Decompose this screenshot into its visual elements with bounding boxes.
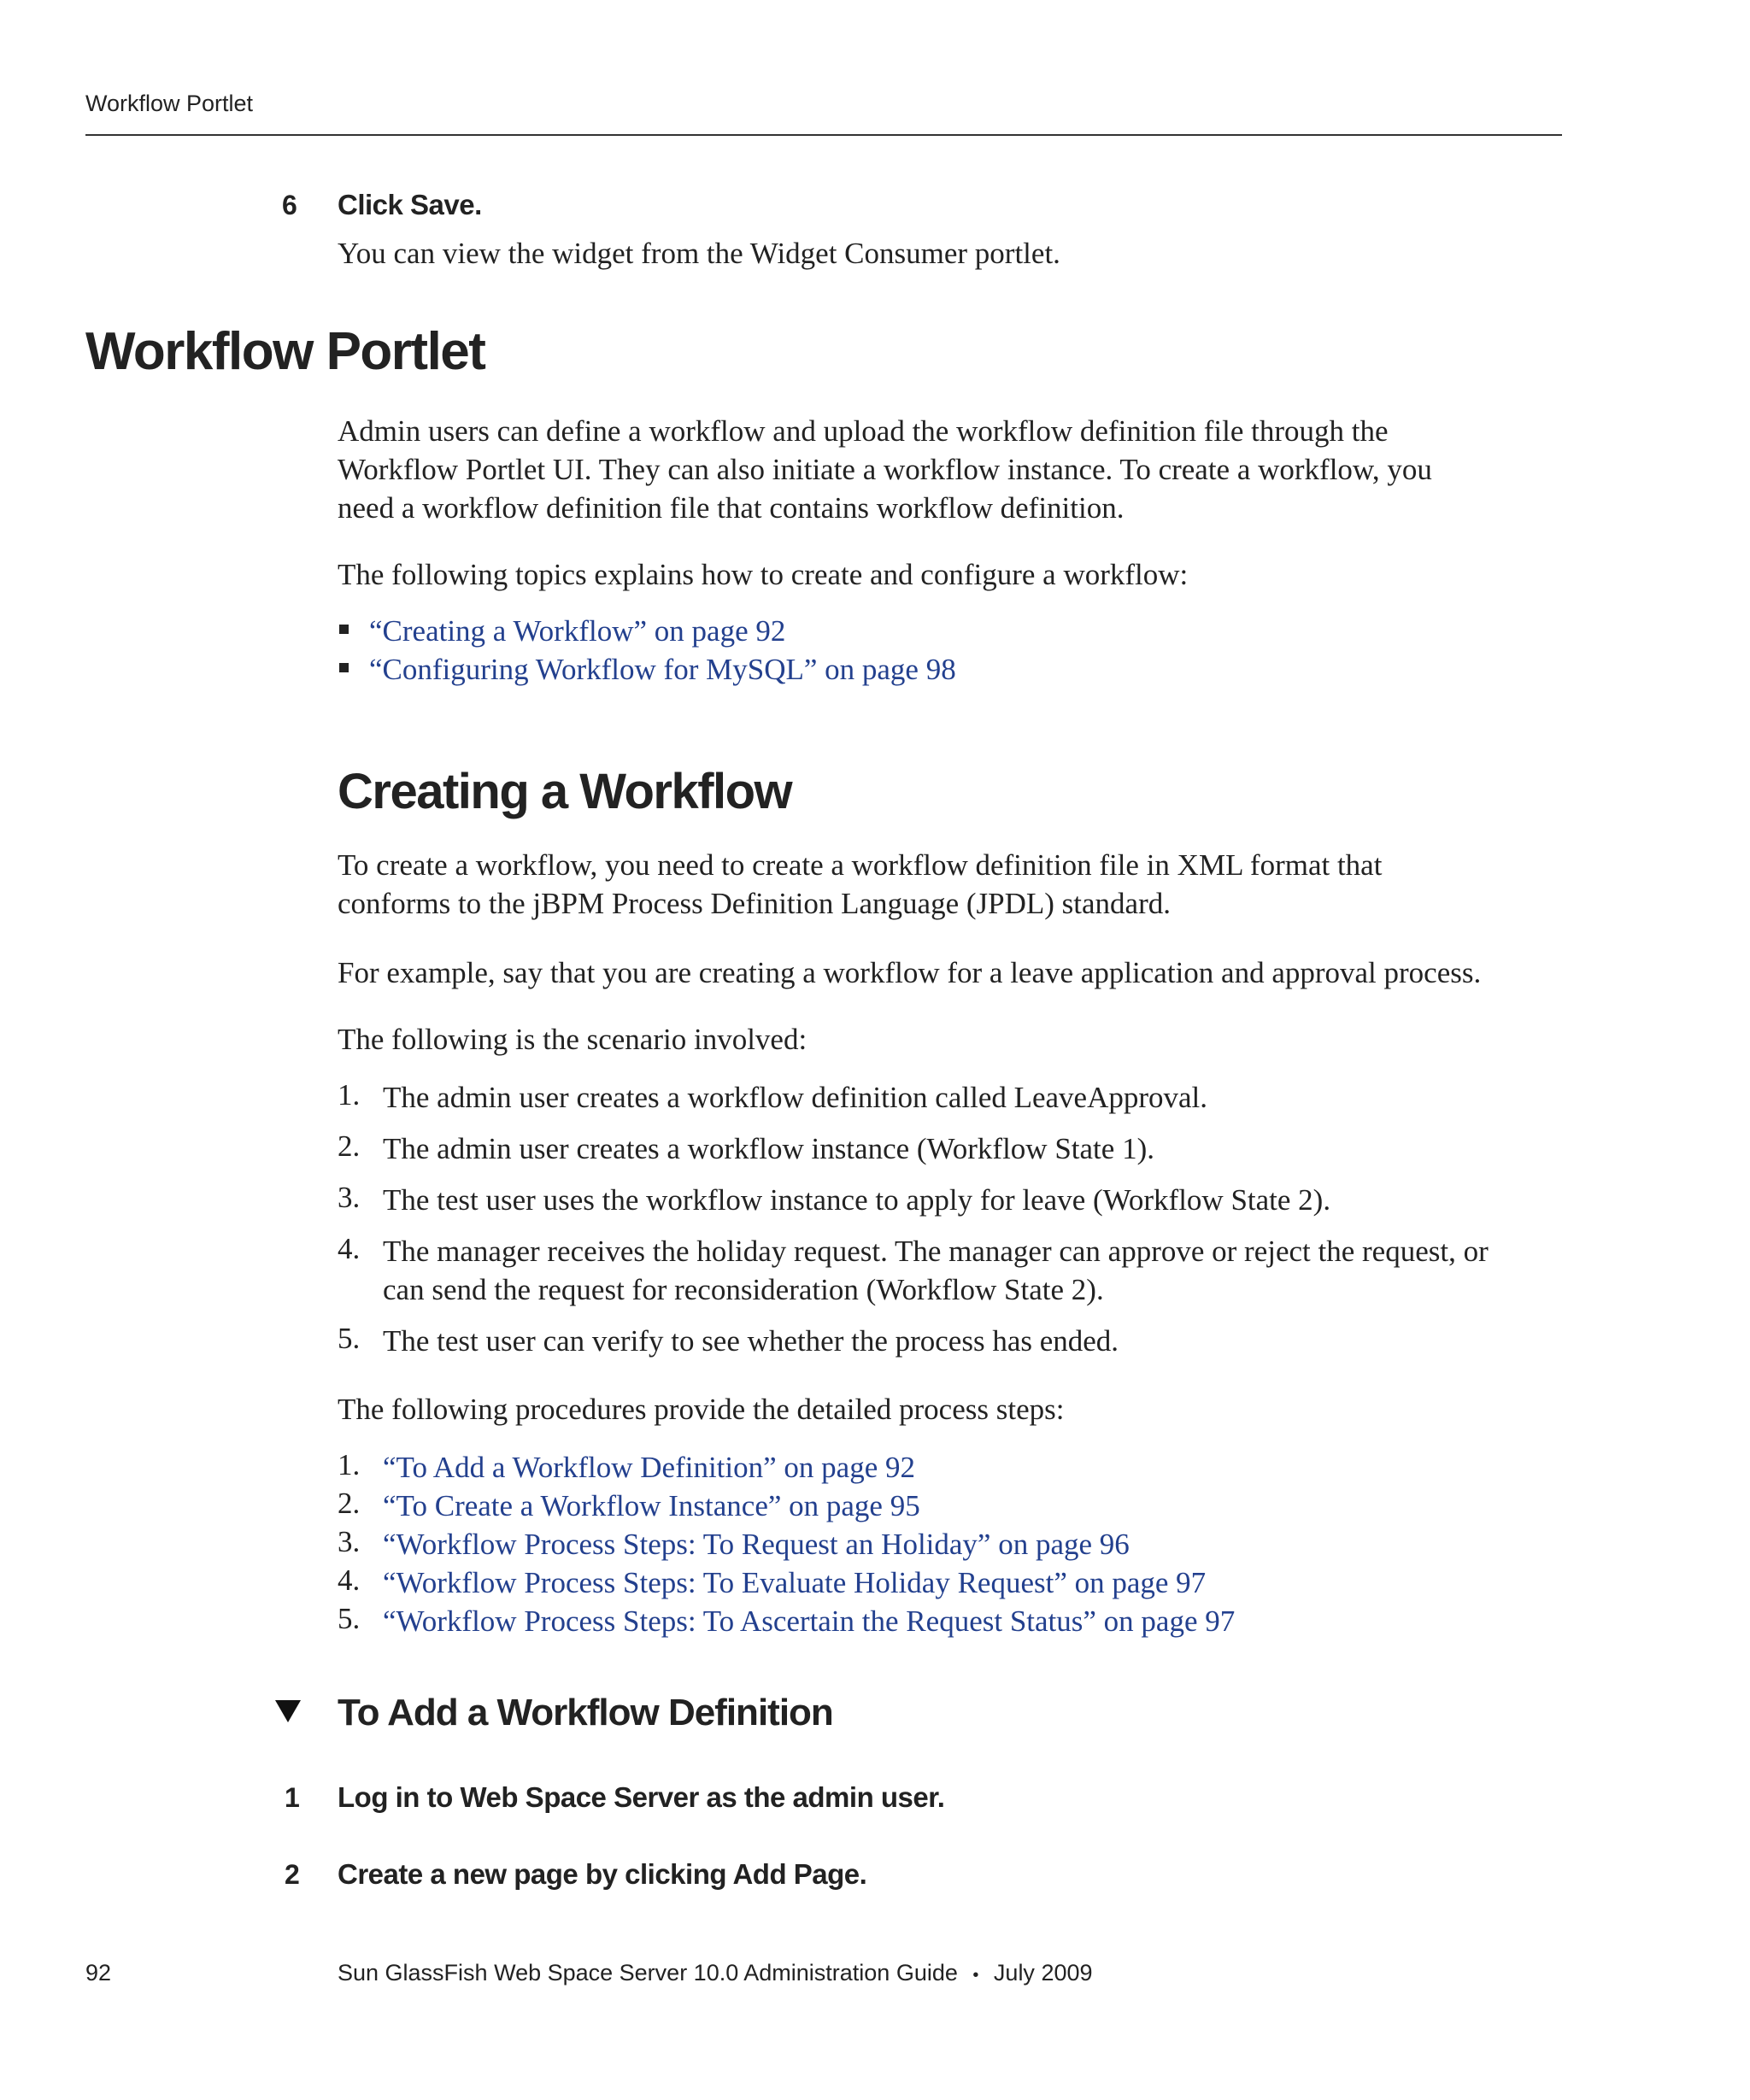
paragraph-line: conforms to the jBPM Process Definition Language (JPDL) standard. [338, 887, 1171, 920]
scenario-line: can send the request for reconsideration (Workflow State 2). [383, 1273, 1104, 1306]
example-paragraph: For example, say that you are creating a workflow for a leave application and approval process. [338, 956, 1482, 989]
intro-line: Workflow Portlet UI. They can also initiate a workflow instance. To create a workflow, you [338, 453, 1432, 486]
step-number: 6 [282, 190, 297, 220]
scenario-item: The test user uses the workflow instance to apply for leave (Workflow State 2). [383, 1183, 1331, 1217]
procedure-link-ascertain-status[interactable]: “Workflow Process Steps: To Ascertain the Request Status” on page 97 [383, 1604, 1236, 1638]
step-result: You can view the widget from the Widget Consumer portlet. [338, 237, 1060, 270]
running-header: Workflow Portlet [85, 91, 254, 116]
procedure-number: 4. [338, 1563, 361, 1597]
publication-date: July 2009 [993, 1960, 1093, 1986]
step-label: Click Save. [338, 189, 482, 220]
step-label: Log in to Web Space Server as the admin user. [338, 1781, 945, 1813]
scenario-item [383, 1232, 1571, 1309]
scenario-item: The admin user creates a workflow instance (Workflow State 1). [383, 1132, 1154, 1165]
procedure-number: 5. [338, 1602, 361, 1635]
intro-line: need a workflow definition file that contains workflow definition. [338, 491, 1125, 525]
scenario-number: 1. [338, 1078, 361, 1112]
step-number: 2 [285, 1859, 300, 1890]
topic-link-creating-workflow[interactable]: “Creating a Workflow” on page 92 [369, 614, 786, 648]
scenario-number: 5. [338, 1322, 361, 1355]
procedure-link-request-holiday[interactable]: “Workflow Process Steps: To Request an Holiday” on page 96 [383, 1528, 1130, 1561]
procedure-number: 2. [338, 1487, 361, 1520]
scenario-item: The test user can verify to see whether the process has ended. [383, 1324, 1119, 1358]
footer-separator: • [972, 1966, 979, 1985]
procedure-link-evaluate-request[interactable]: “Workflow Process Steps: To Evaluate Holiday Request” on page 97 [383, 1566, 1207, 1599]
procedures-intro: The following procedures provide the detailed process steps: [338, 1393, 1065, 1426]
procedure-number: 1. [338, 1448, 361, 1481]
scenario-intro: The following is the scenario involved: [338, 1023, 807, 1056]
scenario-number: 2. [338, 1129, 361, 1163]
header-rule [85, 134, 1562, 136]
page-number: 92 [85, 1960, 112, 1986]
scenario-item: The admin user creates a workflow definition called LeaveApproval. [383, 1081, 1208, 1114]
footer-book-info [338, 1960, 1093, 1986]
section-title: Workflow Portlet [85, 322, 485, 381]
procedure-number: 3. [338, 1525, 361, 1558]
topic-link-configuring-mysql[interactable]: “Configuring Workflow for MySQL” on page 98 [369, 653, 956, 686]
step-number: 1 [285, 1782, 300, 1813]
topics-intro: The following topics explains how to create and configure a workflow: [338, 558, 1189, 591]
step-label: Create a new page by clicking Add Page. [338, 1858, 867, 1890]
intro-paragraph [338, 412, 1568, 527]
bullet-icon [339, 625, 349, 634]
procedure-link-create-instance[interactable]: “To Create a Workflow Instance” on page 95 [383, 1489, 920, 1522]
scenario-line: The manager receives the holiday request. The manager can approve or reject the request, or [383, 1235, 1489, 1268]
scenario-number: 4. [338, 1232, 361, 1265]
procedure-link-add-definition[interactable]: “To Add a Workflow Definition” on page 92 [383, 1451, 915, 1484]
intro-line: Admin users can define a workflow and upload the workflow definition file through the [338, 414, 1389, 448]
procedure-triangle-icon [275, 1700, 301, 1722]
subsection-paragraph [338, 846, 1568, 923]
paragraph-line: To create a workflow, you need to create a workflow definition file in XML format that [338, 848, 1383, 882]
procedure-title: To Add a Workflow Definition [338, 1692, 833, 1733]
subsection-title: Creating a Workflow [338, 764, 792, 819]
scenario-number: 3. [338, 1181, 361, 1214]
book-title: Sun GlassFish Web Space Server 10.0 Administration Guide [338, 1960, 958, 1986]
bullet-icon [339, 663, 349, 672]
